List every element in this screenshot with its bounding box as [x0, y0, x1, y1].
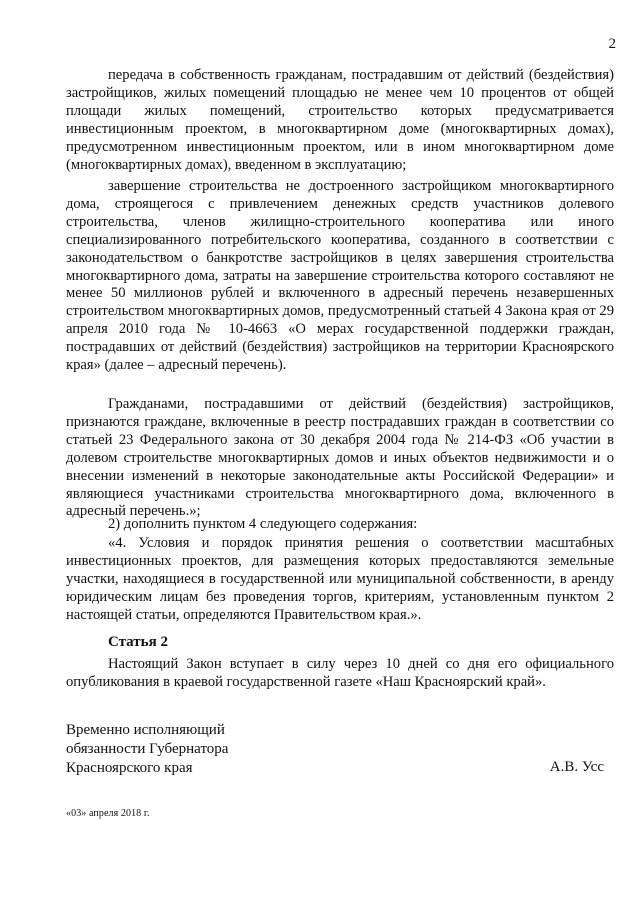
article-2-title: Статья 2 — [108, 634, 168, 650]
paragraph-completion: завершение строительства не достроенного застройщиком многоквартирного дома, строящегося с привлечением денежных средств участников долевого строительства, членов жилищно-строительного кооператива или иного специализированного потребительского кооператива, созданного в соответствии с законодательством о банкротстве застройщиков в целях завершения строительства многоквартирного дома, затраты на завершение строительства которого составляют не менее 50 миллионов рублей и включенного в адресный перечень незавершенных строительством многоквартирных домов, предусмотренный статьей 4 Закона края от 29 апреля 2010 года № 10-4663 «О мерах государственной поддержки граждан, пострадавших от действий (бездействия) застройщиков на территории Красноярского края» (далее – адресный перечень). — [66, 178, 614, 374]
signatory-line-3: Красноярского края — [66, 760, 193, 776]
article-2-text: Настоящий Закон вступает в силу через 10 дней со дня его официального опубликования в краевой государственной газете «Наш Красноярский край». — [66, 656, 614, 690]
signatory-name: А.В. Усс — [549, 759, 604, 775]
paragraph-transfer: передача в собственность гражданам, пострадавшим от действий (бездействия) застройщиков, жилых помещений площадью не менее чем 10 процентов от общей площади жилых помещений, строительство которых предусматривается инвестиционным проектом, в многоквартирном доме (многоквартирных домах), предусмотренном инвестиционным проектом, или в ином многоквартирном доме (многоквартирных домах), введенном в эксплуатацию; — [66, 67, 614, 173]
document-date: «03» апреля 2018 г. — [66, 808, 150, 819]
page-number: 2 — [608, 36, 616, 52]
paragraph-affected-citizens: Гражданами, пострадавшими от действий (бездействия) застройщиков, признаются граждане, включенные в реестр пострадавших граждан в соответствии со статьей 23 Федерального закона от 30 декабря 2004 года № 214-ФЗ «Об участии в долевом строительстве многоквартирных домов и иных объектов недвижимости и о внесении изменений в некоторые законодательные акты Российской Федерации» и являющиеся участниками строительства многоквартирного дома, включенного в адресный перечень.»; — [66, 396, 614, 520]
paragraph-amendment: 2) дополнить пунктом 4 следующего содержания: — [108, 516, 418, 532]
paragraph-point-4: «4. Условия и порядок принятия решения о соответствии масштабных инвестиционных проектов, для размещения которых предоставляются земельные участки, находящиеся в государственной или муниципальной собственности, в аренду юридическим лицам без проведения торгов, критериям, установленным пунктом 2 настоящей статьи, определяются Правительством края.». — [66, 535, 614, 623]
signatory-line-1: Временно исполняющий — [66, 722, 225, 738]
signatory-line-2: обязанности Губернатора — [66, 741, 229, 757]
signatory-title — [66, 721, 228, 778]
